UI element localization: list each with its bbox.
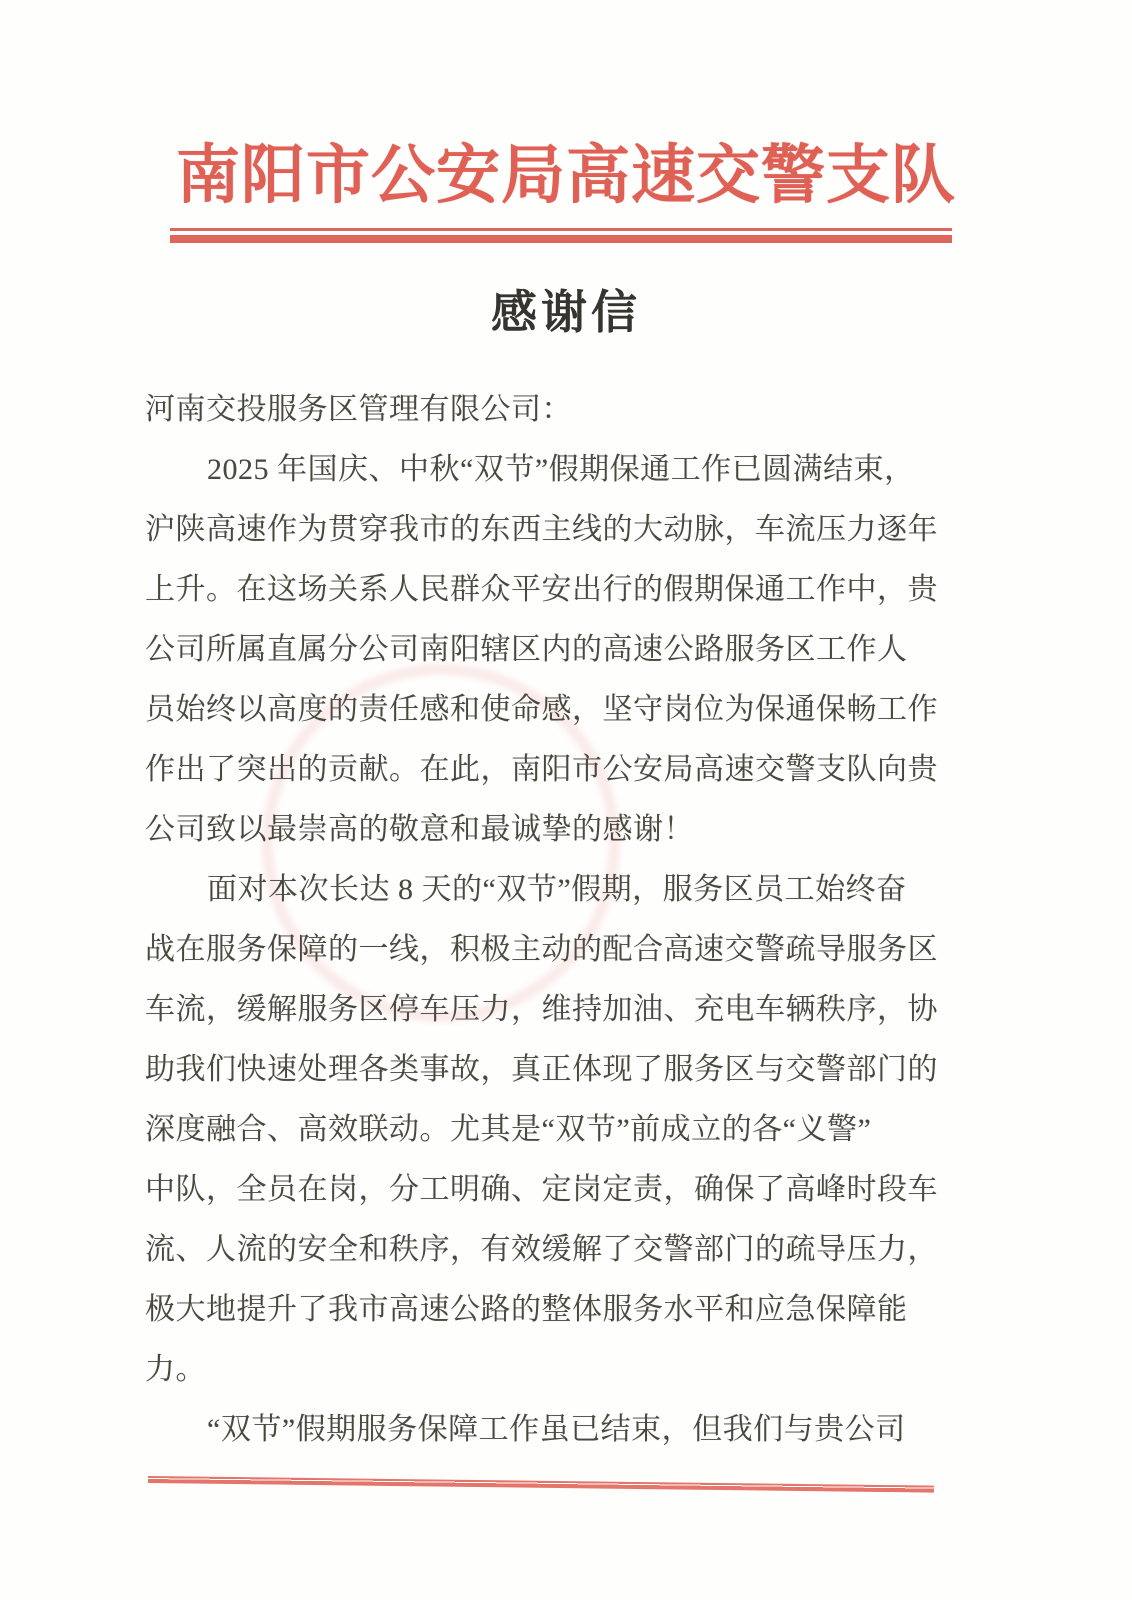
letter-title: 感谢信 bbox=[491, 287, 641, 338]
body-line: 公司致以最崇高的敬意和最诚挚的感谢！ bbox=[145, 813, 694, 846]
body-line: “双节”假期服务保障工作虽已结束，但我们与贵公司 bbox=[207, 1413, 906, 1446]
body-line: 作出了突出的贡献。在此，南阳市公安局高速交警支队向贵 bbox=[145, 753, 938, 786]
letter-body bbox=[145, 380, 945, 1460]
body-line: 河南交投服务区管理有限公司： bbox=[145, 393, 572, 426]
body-line: 助我们快速处理各类事故，真正体现了服务区与交警部门的 bbox=[145, 1053, 938, 1086]
body-line: 流、人流的安全和秩序，有效缓解了交警部门的疏导压力， bbox=[145, 1233, 938, 1266]
body-line: 面对本次长达 8 天的“双节”假期，服务区员工始终奋 bbox=[207, 873, 907, 906]
footer-rule bbox=[148, 1476, 934, 1493]
body-line: 中队，全员在岗，分工明确、定岗定责，确保了高峰时段车 bbox=[145, 1173, 938, 1206]
body-line: 2025 年国庆、中秋“双节”假期保通工作已圆满结束， bbox=[207, 453, 915, 486]
body-line: 力。 bbox=[145, 1353, 206, 1386]
body-line: 车流，缓解服务区停车压力，维持加油、充电车辆秩序，协 bbox=[145, 993, 938, 1026]
letterhead-agency-title: 南阳市公安局高速交警支队 bbox=[176, 140, 956, 211]
body-line: 员始终以高度的责任感和使命感，坚守岗位为保通保畅工作 bbox=[145, 693, 938, 726]
body-line: 上升。在这场关系人民群众平安出行的假期保通工作中，贵 bbox=[145, 573, 938, 606]
body-line: 公司所属直属分公司南阳辖区内的高速公路服务区工作人 bbox=[145, 633, 908, 666]
body-line: 深度融合、高效联动。尤其是“双节”前成立的各“义警” bbox=[145, 1113, 872, 1146]
body-line: 极大地提升了我市高速公路的整体服务水平和应急保障能 bbox=[145, 1293, 908, 1326]
body-line: 战在服务保障的一线，积极主动的配合高速交警疏导服务区 bbox=[145, 933, 938, 966]
letterhead-rule-thin bbox=[170, 228, 952, 231]
letterhead-rule-thick bbox=[170, 235, 952, 243]
body-line: 沪陕高速作为贯穿我市的东西主线的大动脉，车流压力逐年 bbox=[145, 513, 938, 546]
